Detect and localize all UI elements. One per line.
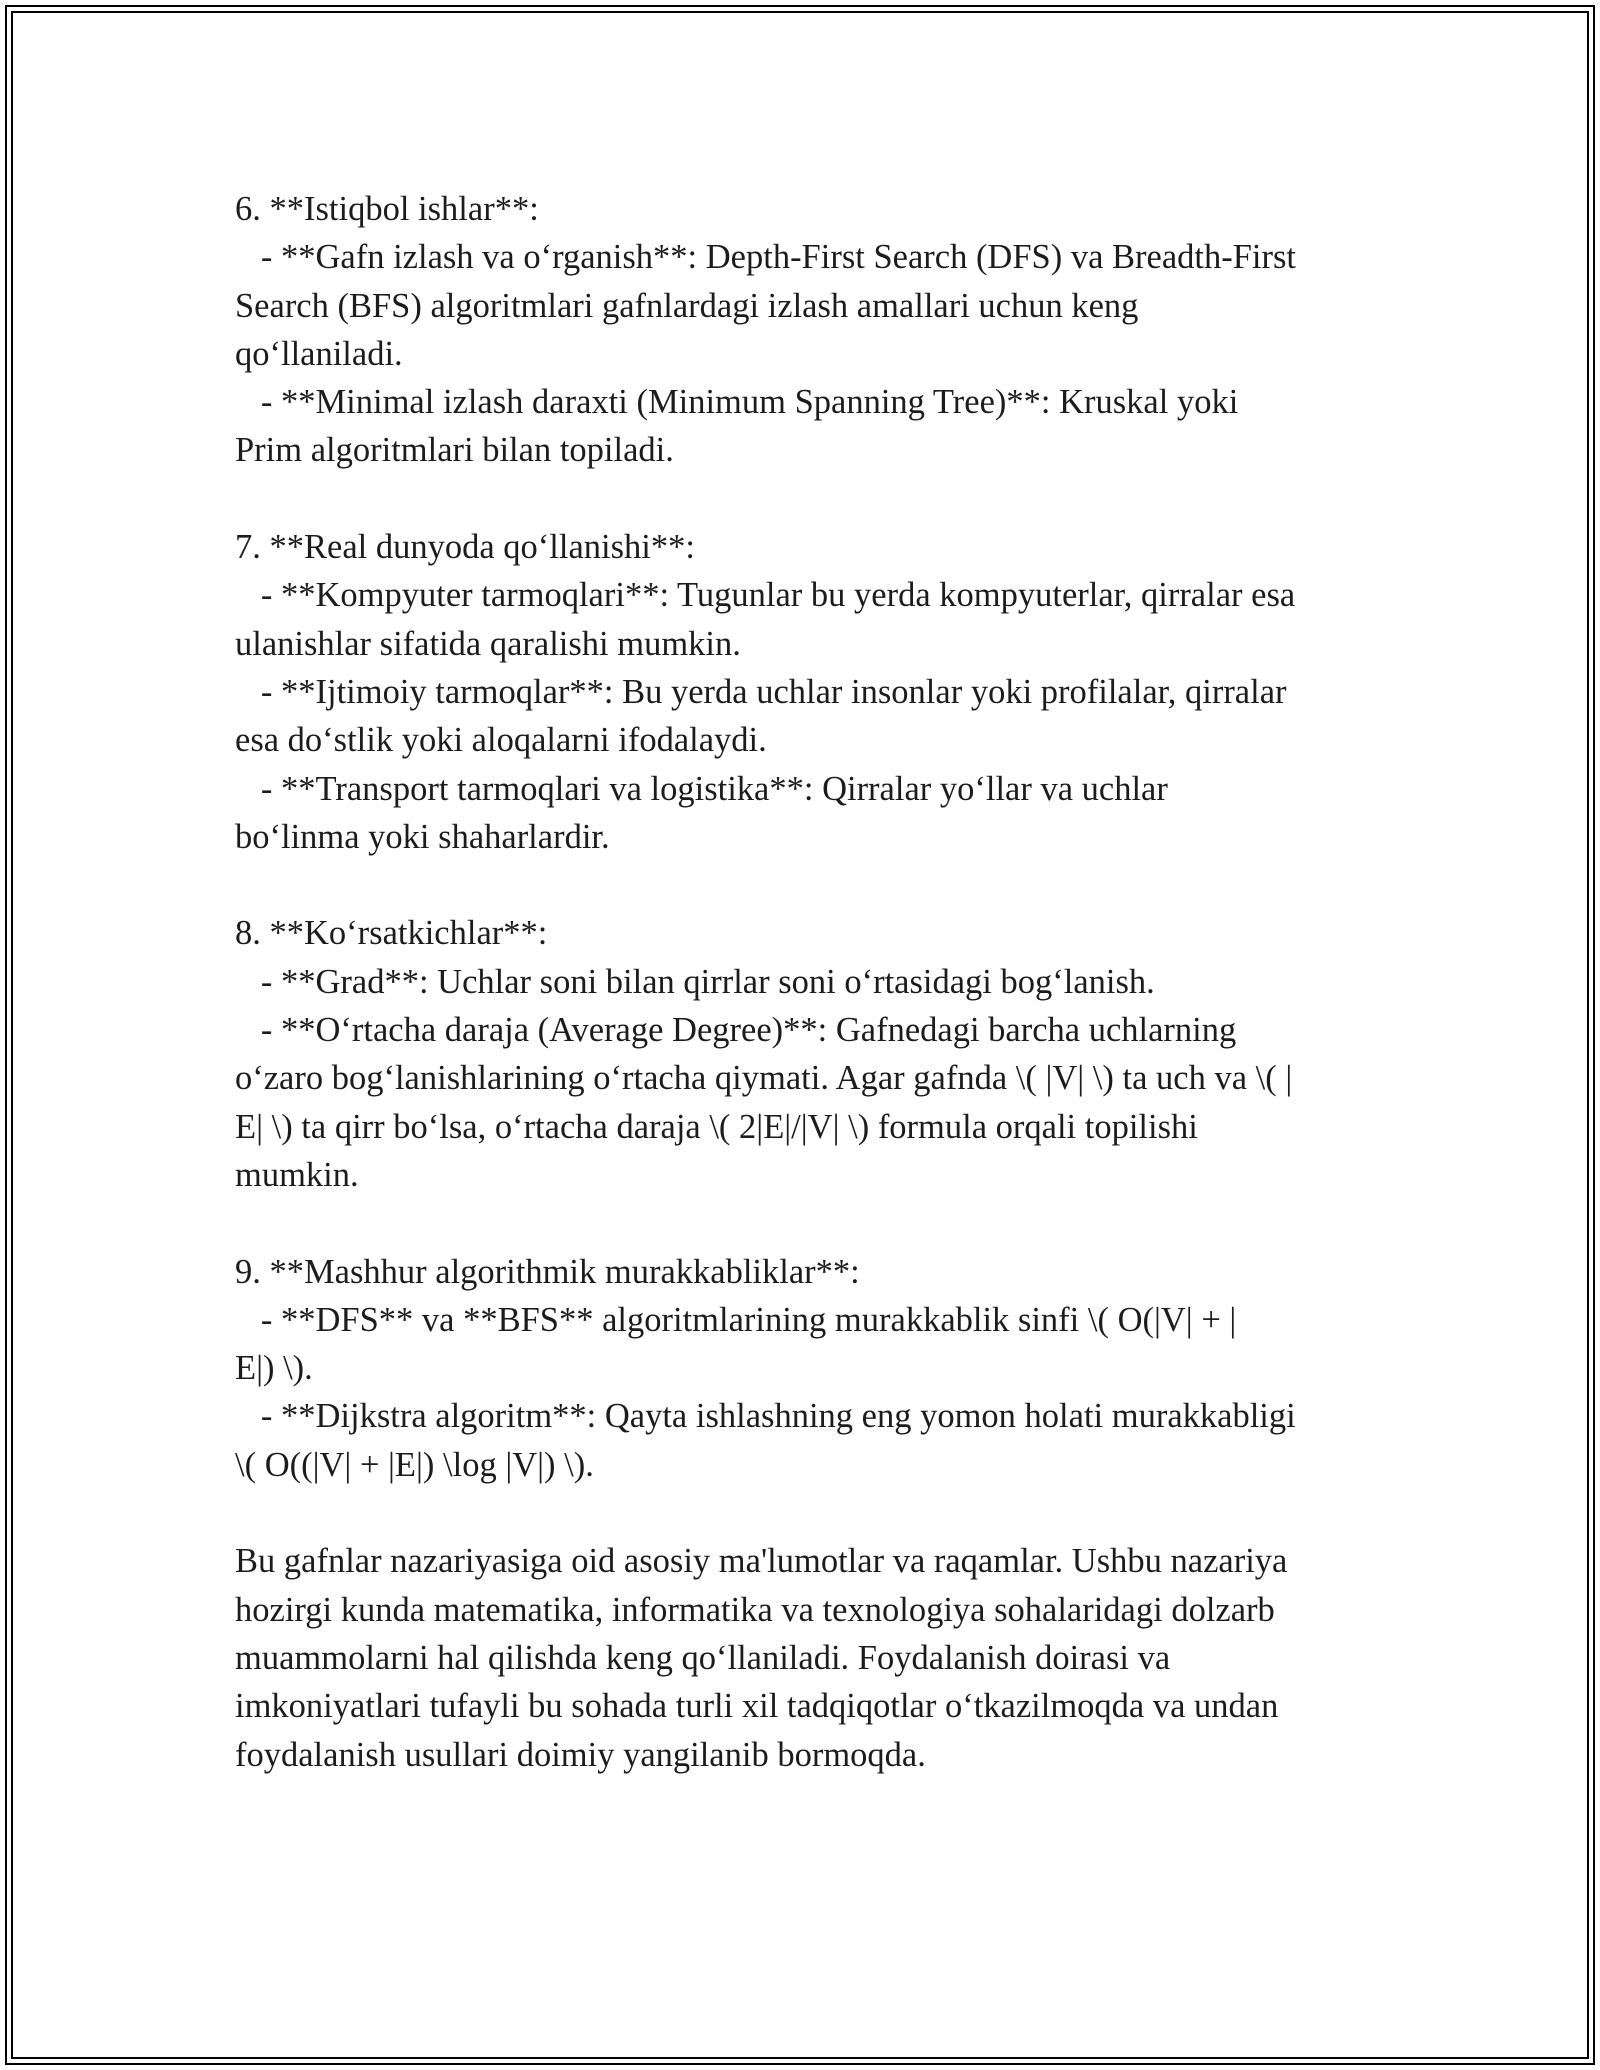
section-heading: 8. **Koʻrsatkichlar**: [235,914,548,953]
section-heading: 9. **Mashhur algorithmik murakkabliklar**: [235,1252,860,1291]
paragraph-gap [235,861,1385,909]
paragraph-line: oʻzaro bogʻlanishlarining oʻrtacha qiymati. Agar gafnda \( |V| \) ta uch va \( | [235,1059,1293,1098]
paragraph-line: Prim algoritmlari bilan topiladi. [235,431,674,470]
paragraph-line: mumkin. [235,1155,359,1194]
section-real-dunyoda [235,523,1385,861]
paragraph-line: muammolarni hal qilishda keng qoʻllaniladi. Foydalanish doirasi va [235,1638,1171,1677]
bullet-line: - **Grad**: Uchlar soni bilan qirrlar soni oʻrtasidagi bogʻlanish. [235,962,1155,1001]
document-body [235,185,1385,1779]
bullet-line: - **Dijkstra algoritm**: Qayta ishlashning eng yomon holati murakkabligi [235,1397,1296,1436]
paragraph-gap [235,1199,1385,1247]
paragraph-line: ulanishlar sifatida qaralishi mumkin. [235,624,741,663]
bullet-line: - **Oʻrtacha daraja (Average Degree)**: Gafnedagi barcha uchlarning [235,1011,1237,1050]
section-mashhur-algoritmlar [235,1248,1385,1489]
paragraph-line: Search (BFS) algoritmlari gafnlardagi izlash amallari uchun keng [235,286,1139,325]
paragraph-line: esa doʻstlik yoki aloqalarni ifodalaydi. [235,721,767,760]
paragraph-line: \( O((|V| + |E|) \log |V|) \). [235,1445,594,1484]
bullet-line: - **Gafn izlash va oʻrganish**: Depth-First Search (DFS) va Breadth-First [235,238,1296,277]
section-heading: 6. **Istiqbol ishlar**: [235,190,539,228]
paragraph-line: hozirgi kunda matematika, informatika va texnologiya sohalaridagi dolzarb [235,1590,1275,1629]
bullet-line: - **Transport tarmoqlari va logistika**: Qirralar yoʻllar va uchlar [235,769,1168,808]
closing-paragraph [235,1537,1385,1778]
bullet-line: - **DFS** va **BFS** algoritmlarining murakkablik sinfi \( O(|V| + | [235,1300,1237,1339]
paragraph-line: E| \) ta qirr boʻlsa, oʻrtacha daraja \( 2|E|/|V| \) formula orqali topilishi [235,1107,1198,1146]
section-korsatkichlar [235,909,1385,1199]
paragraph-line: boʻlinma yoki shaharlardir. [235,817,610,856]
bullet-line: - **Ijtimoiy tarmoqlar**: Bu yerda uchlar insonlar yoki profilalar, qirralar [235,672,1287,711]
paragraph-line: Bu gafnlar nazariyasiga oid asosiy ma'lumotlar va raqamlar. Ushbu nazariya [235,1542,1288,1581]
section-istiqbol-ishlar [235,185,1385,475]
paragraph-gap [235,1489,1385,1537]
paragraph-line: foydalanish usullari doimiy yangilanib bormoqda. [235,1735,926,1774]
section-heading: 7. **Real dunyoda qoʻllanishi**: [235,528,695,567]
paragraph-line: imkoniyatlari tufayli bu sohada turli xil tadqiqotlar oʻtkazilmoqda va undan [235,1687,1279,1726]
paragraph-line: E|) \). [235,1349,313,1388]
paragraph-line: qoʻllaniladi. [235,334,403,373]
bullet-line: - **Kompyuter tarmoqlari**: Tugunlar bu yerda kompyuterlar, qirralar esa [235,576,1296,615]
bullet-line: - **Minimal izlash daraxti (Minimum Spanning Tree)**: Kruskal yoki [235,383,1239,422]
paragraph-gap [235,475,1385,523]
